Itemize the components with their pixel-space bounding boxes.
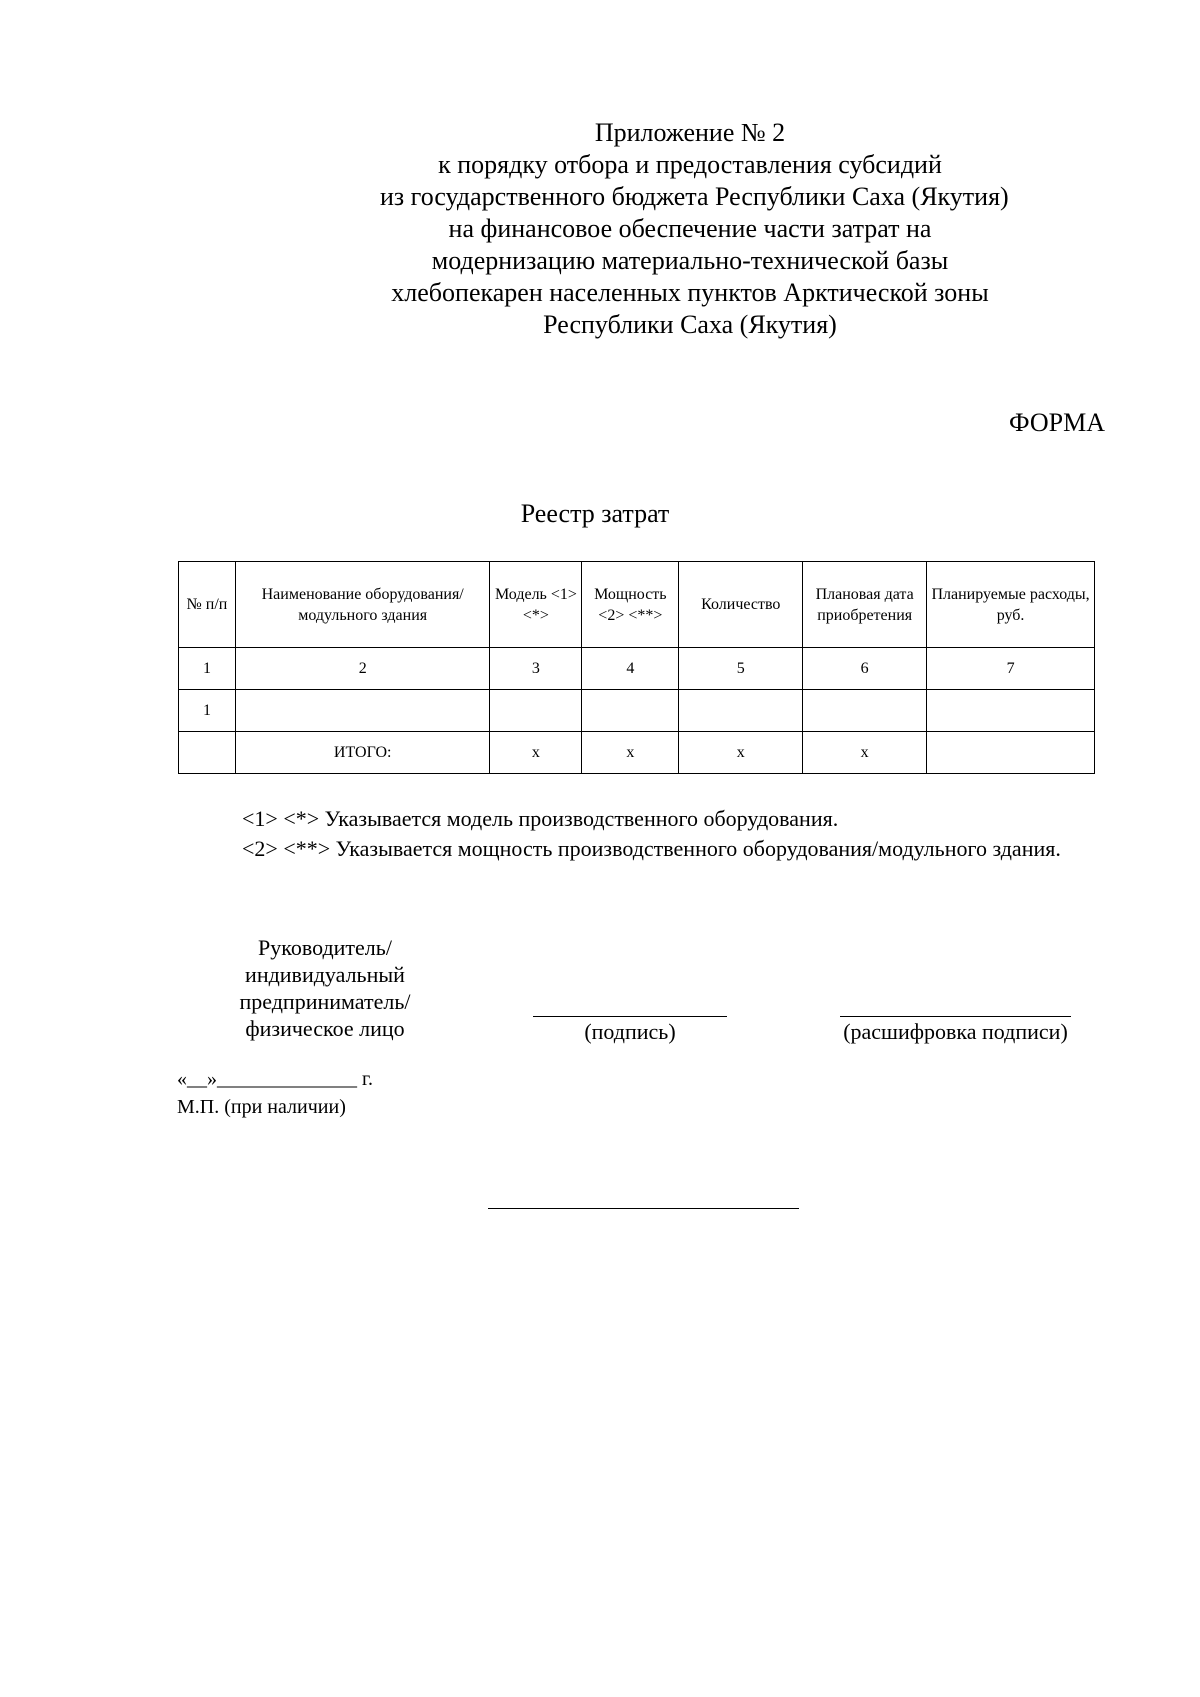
appendix-line: Приложение № 2 [594, 118, 786, 147]
appendix-header [380, 117, 1009, 341]
signature-decoding-line [840, 1016, 1071, 1017]
appendix-line: на финансовое обеспечение части затрат на [448, 214, 932, 243]
table-cell: 6 [803, 648, 927, 690]
table-cell [235, 690, 490, 732]
signature-decoding-caption: (расшифровка подписи) [843, 1019, 1068, 1044]
header-model: Модель <1><*> [490, 562, 582, 648]
table-cell: x [490, 732, 582, 774]
appendix-line: Республики Саха (Якутия) [543, 310, 837, 339]
header-number: № п/п [179, 562, 236, 648]
table-cell [679, 690, 803, 732]
signature-line [533, 1016, 727, 1017]
stamp-note: М.П. (при наличии) [177, 1096, 346, 1118]
table-row [179, 648, 1095, 690]
appendix-line: к порядку отбора и предоставления субсидий [438, 150, 942, 179]
role-line: индивидуальный [245, 962, 405, 987]
header-planned-costs: Планируемые расходы, руб. [927, 562, 1095, 648]
table-cell [803, 690, 927, 732]
date-field: «__»______________ г. [177, 1068, 373, 1090]
role-line: физическое лицо [245, 1016, 405, 1041]
table-cell: 4 [582, 648, 679, 690]
role-line: предприниматель/ [239, 989, 411, 1014]
table-header-row [179, 562, 1095, 648]
header-planned-date: Плановая дата приобретения [803, 562, 927, 648]
table-row [179, 690, 1095, 732]
table-cell: 7 [927, 648, 1095, 690]
table-cell [927, 690, 1095, 732]
table-cell: x [582, 732, 679, 774]
header-power: Мощность <2> <**> [582, 562, 679, 648]
table-cell [490, 690, 582, 732]
table-cell: 5 [679, 648, 803, 690]
table-cell [582, 690, 679, 732]
table-cell: 1 [179, 690, 236, 732]
appendix-line: из государственного бюджета Республики Саха (Якутия) [380, 182, 1009, 211]
header-equipment-name: Наименование оборудования/ модульного здания [235, 562, 490, 648]
signature-caption: (подпись) [584, 1019, 676, 1044]
form-label: ФОРМА [1009, 408, 1105, 437]
table-cell: 3 [490, 648, 582, 690]
appendix-line: модернизацию материально-технической базы [431, 246, 949, 275]
role-line: Руководитель/ [258, 935, 392, 960]
signatory-role [200, 934, 450, 1042]
total-label: ИТОГО: [235, 732, 490, 774]
table-cell: x [803, 732, 927, 774]
footnote-model: <1> <*> Указывается модель производственного оборудования. [242, 806, 839, 831]
table-cell [927, 732, 1095, 774]
table-cell: x [679, 732, 803, 774]
footnotes [164, 804, 1115, 864]
table-cell: 1 [179, 648, 236, 690]
appendix-line: хлебопекарен населенных пунктов Арктической зоны [391, 278, 989, 307]
header-quantity: Количество [679, 562, 803, 648]
closing-rule [488, 1208, 799, 1209]
footnote-power: <2> <**> Указывается мощность производственного оборудования/модульного здания. [242, 836, 1061, 861]
register-title: Реестр затрат [520, 499, 670, 528]
cost-register-table [178, 561, 1095, 774]
table-total-row [179, 732, 1095, 774]
table-cell: 2 [235, 648, 490, 690]
table-cell [179, 732, 236, 774]
